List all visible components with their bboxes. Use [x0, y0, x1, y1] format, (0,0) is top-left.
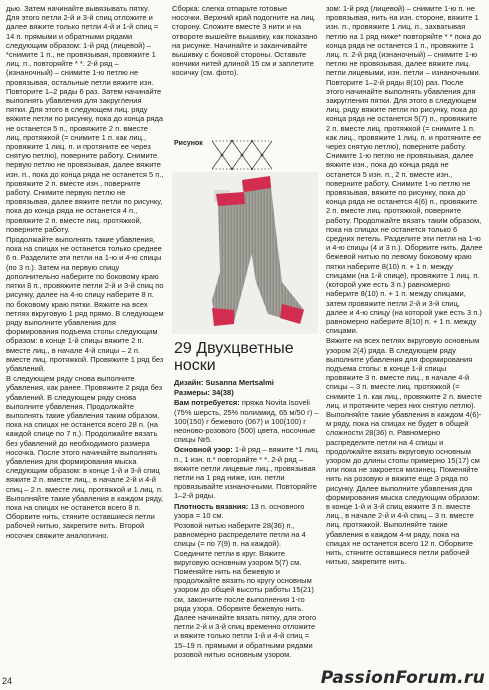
label: Дизайн: — [174, 378, 204, 387]
value: 1-й ряд – вяжите *1 лиц. п., 1 изн. п.* повторяйте * *. 2-й ряд – вяжите петли лицевые лиц., провязывая петли на 1 ряд ниже, изн. петли провязывайте изнаночными. Повторяйте 1–2-й ряды. — [174, 445, 320, 501]
label: Основной узор: — [174, 445, 233, 455]
watermark: PassionForum.ru — [320, 668, 485, 688]
value: 34(38) — [212, 388, 234, 398]
sizes-line — [174, 388, 320, 397]
text-column-middle-top — [172, 4, 318, 144]
socks-illustration — [172, 172, 318, 334]
materials-line — [174, 398, 320, 444]
paragraph: дью. Затем начинайте вывязывать пятку. Для этого петли 2-й и 3-й спиц отложите и далее вяжите только петли 4-й и 1-й спиц = 14 п. прямыми и обратными рядами следующим образом: 1-й ряд (лицевой) – *снимите 1 п., не провязывая, провяжите 1 лиц. п., повторяйте * *. 2-й ряд – (изнаночный) – снимите 1-ю петлю не провязывая, остальные петли вяжите изн. Повторите 1–2 ряды 6 раз. Затем начинайте выполнять убавления для закругления пятки. Для этого в следующем лиц. ряду вяжите петли по рисунку, пока до конца ряда не останется 5 п., провяжите 2 п. вместе лиц. протяжкой (= снимите 1 п. как лиц., провяжите 1 лиц. п. и протяните ее через снятую петлю), поверните работу. Снимите первую петлю не провязывая, далее вяжите изн. п., пока до конца ряда не останется 5 п., провяжите 2 п. вместе изн., поверните работу. Снимите первую петлю не провязывая, далее вяжите петли по рисунку, пока до конца ряда не останется 4 п., провяжите 2 п. вместе лиц. протяжкой, поверните работу. — [6, 4, 164, 234]
text-column-left — [6, 4, 164, 672]
embroidery-diagram — [212, 138, 272, 172]
value: Susanna Mertsalmi — [205, 378, 274, 387]
page-number: 24 — [2, 676, 13, 686]
instructions: Розовой нитью наберите 28(36) п., равномерно распределите петли на 4 спицы (= по 7(9) п. на каждой). Соедините петли в круг. Вяжите вкруговую основным узором 5(7) см. Поменяйте нить на бежевую и продолжайте вязать по кругу основным узором до общей высоты работы 15(21) см, закончите после выполнения 1-го ряда узора. Оборвите бежевую нить. Далее начинайте вязать пятку, для этого петли 2-й и 3-й спиц временно отложите и вяжите только петли 1-й и 4-й спиц = 15–19 п. прямыми и обратными рядами розовой нитью основным узором. — [174, 521, 317, 659]
label: Вам потребуется: — [174, 398, 240, 408]
socks-photo — [172, 172, 318, 334]
paragraph: Вяжите на всех петлях вкруговую основным узором 2(4) ряда. В следующем ряду выполните убавления для формирования подъема стопы: в конце 1-й спицы провяжите 3 п. вместе лиц., в начале 4-й спицы – 3 п. вместе лиц. протяжкой (= снимите 1 п. как лиц., провяжите 2 п. вместе лиц. и протяните через них снятую петлю). Выполняйте такие убавления в каждом 4(6)-м ряду, пока на спицах не будет в общей сложности 28(36) п. Равномерно распределите петли на 4 спицы и продолжайте вязать вкруговую основным узором до длины стопы примерно 15(17) см или пока не закроется мизинец. Поменяйте нить на розовую и вяжите еще 3 ряда по рисунку. Далее выполните убавления для формирования мыска следующим образом: в конце 1-й и 3-й спиц вяжите 3 п. вместе лиц., в начале 2-й и 4-й спиц – 3 п. вместе лиц. протяжкой. Выполняйте такие убавления в каждом 4-м ряду, пока на спицах не останется всего 12 п. Оборвите нить, стяните оставшиеся петли рабочей нитью, закрепите нить. — [326, 336, 482, 567]
label: Размеры: — [174, 388, 210, 398]
value: пряжа Novita Isoveli (75% шерсть, 25% полиамид, 65 м/50 г) – 100(150) г бежевого (067) и 100(100) г неоново-розового (500) цвета, носочные спицы №5. — [174, 398, 319, 445]
figure-label: Рисунок — [174, 140, 203, 147]
design-line — [174, 378, 320, 387]
paragraph: зом: 1-й ряд (лицевой) – снимите 1-ю п. не провязывая, нить на изн. стороне, вяжите 1 изн. п., провяжите 1 лиц. п., захватывая петлю на 1 ряд ниже* повторяйте * * пока до конца ряда не останется 1 п., провяжите 1 лиц. п. 2-й ряд (изнаночный) – снимите 1-ю петлю не провязывая, далее вяжите лиц. петли лицевыми, изн. петли – изнаночными. Повторите 1–2-й ряды 8(10) раз. После этого начинайте выполнять убавления для закругления пятки. Для этого в следующем лиц. ряду вяжите петли по рисунку, пока до конца ряда не останется 5(7) п., провяжите 2 п. вместе лиц. протяжкой (= снимите 1 п. как лиц., провяжите 1 лиц. п. и протяните ее через снятую петлю), поверните работу. Снимите 1-ю петлю не провязывая, далее вяжите изн., пока до конца ряда не останется 5 изн. п., 2 п. вместе изн., поверните работу. Снимите 1-ю петлю не провязывая, вяжите по рисунку, пока до конца ряда не останется 4(6) п., провяжите 2 п. вместе лиц. протяжкой, поверните работу. Продолжайте вязать таким образом, пока на спицах не останется только 6 средних петель. Разделите эти петли на 1-ю и 4-ю спицы (4 и 3 п.). Оборвите нить. Далее бежевой нитью по левому боковому краю пятки наберите 8(10) п. + 1 п. между спицами (на 1-й спице), провяжите 1 лиц. п. (которой уже есть 3 п.) равномерно наберите 8(10) п. + 1 п. между спицами, затем провяжите петли 2-й и 3-й спиц, далее и 4-ю спицу (на которой уже есть 3 п.) равномерно наберите 8(10) п. + 1 п. между спицами. — [326, 4, 483, 336]
pattern-header — [174, 340, 320, 374]
text-column-middle — [174, 378, 320, 670]
value: 13 п. основного узора = 10 см. — [174, 501, 305, 520]
density-line — [174, 502, 320, 520]
assembly-paragraph: Сборка: слегка отпарьте готовые носочки. Верхний край подогните на лиц. сторону. Сложите вместе 3 нити и на отвороте вышейте вышивку, как показано на рисунке. Начинайте и заканчивайте вышивку с боковой стороны. Оставьте кончики нитей длиной 15 см и заплетите косичку (см. фото). — [172, 4, 318, 78]
pattern-line — [174, 445, 320, 500]
text-column-right — [326, 4, 483, 672]
paragraph: В следующем ряду снова выполните убавления, как ранее. Провяжите 2 ряда без убавлений. В следующем ряду снова выполните убавления. Продолжайте выполнять такие убавления таким образом, пока на спицах не останется всего 28 п. (на каждой спице по 7 п.). Продолжайте вязать без убавлений до необходимого размера носочка. После этого начинайте выполнять убавления для формирования мыска следующим образом: в конце 1-й и 3-й спиц вяжите 2 п. вместе лиц., в начале 2-й и 4-й спиц – 2 п. вместе лиц. протяжкой и 1 лиц. п. Выполняйте такие убавления в каждом ряду, пока на спицах не останется всего 8 п. Оборвите нить, стяните оставшиеся петли рабочей нитью, закрепите нить. Второй носочек свяжите аналогично. — [6, 374, 164, 540]
paragraph: Продолжайте выполнять такие убавления, пока на спицах не останется только среднее 6 п. Разделите эти петли на 1-ю и 4-ю спицы (по 3 п.). Затем на первую спицу дополнительно наберите по боковому краю пятки 8 п., провяжите петли 2-й и 3-й спиц по рисунку, далее на 4-ю спицу наберите 8 п. по боковому краю пятки. Вяжите на всех петлях вкруговую 1 ряд прямо. В следующем ряду выполните убавления для формирования подъема стопы следующим образом: в конце 1-й спицы вяжите 2 п. вместе лиц., в начале 4-й спицы – 2 п. вместе лиц. протяжкой. Провяжите 1 ряд без убавлений. — [6, 235, 164, 373]
pattern-title: 29 Двухцветные носки — [174, 340, 294, 374]
label: Плотность вязания: — [174, 501, 249, 511]
